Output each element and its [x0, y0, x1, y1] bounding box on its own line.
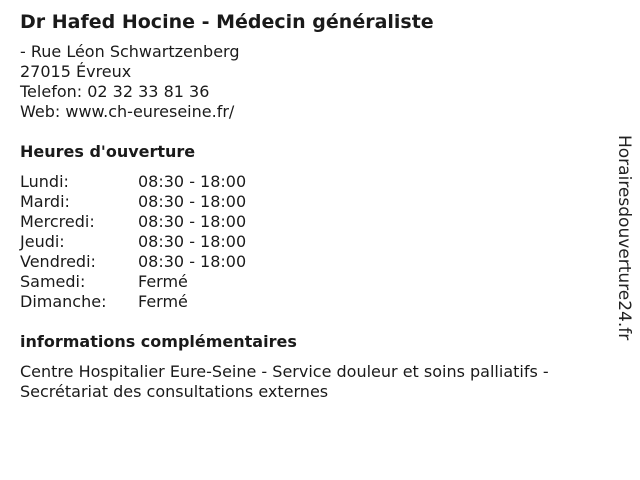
time-range: Fermé	[138, 272, 188, 291]
info-heading: informations complémentaires	[20, 332, 297, 351]
hours-heading: Heures d'ouverture	[20, 142, 196, 161]
hours-row-sunday	[20, 292, 610, 312]
time-range: 08:30 - 18:00	[138, 212, 247, 231]
page-title: Dr Hafed Hocine - Médecin généraliste	[20, 11, 434, 33]
street-address: - Rue Léon Schwartzenberg	[20, 42, 240, 61]
day-label: Lundi:	[20, 172, 69, 191]
day-label: Mardi:	[20, 192, 70, 211]
time-range: Fermé	[138, 292, 188, 311]
site-watermark: Horairesdouverture24.fr	[614, 135, 634, 341]
time-range: 08:30 - 18:00	[138, 172, 247, 191]
day-label: Vendredi:	[20, 252, 96, 271]
day-label: Dimanche:	[20, 292, 107, 311]
city-postcode: 27015 Évreux	[20, 62, 132, 81]
hours-row-wednesday	[20, 212, 610, 232]
hours-table	[20, 172, 610, 312]
day-label: Jeudi:	[20, 232, 65, 251]
time-range: 08:30 - 18:00	[138, 192, 247, 211]
time-range: 08:30 - 18:00	[138, 252, 247, 271]
day-label: Samedi:	[20, 272, 86, 291]
listing-card	[20, 8, 610, 402]
info-text: Centre Hospitalier Eure-Seine - Service douleur et soins palliatifs - Secrétariat des consultations externes	[20, 362, 549, 401]
day-label: Mercredi:	[20, 212, 95, 231]
time-range: 08:30 - 18:00	[138, 232, 247, 251]
hours-row-saturday	[20, 272, 610, 292]
address-block	[20, 42, 610, 122]
hours-row-tuesday	[20, 192, 610, 212]
hours-row-thursday	[20, 232, 610, 252]
hours-row-friday	[20, 252, 610, 272]
phone-number: Telefon: 02 32 33 81 36	[20, 82, 210, 101]
hours-row-monday	[20, 172, 610, 192]
website-link[interactable]: Web: www.ch-eureseine.fr/	[20, 102, 235, 121]
